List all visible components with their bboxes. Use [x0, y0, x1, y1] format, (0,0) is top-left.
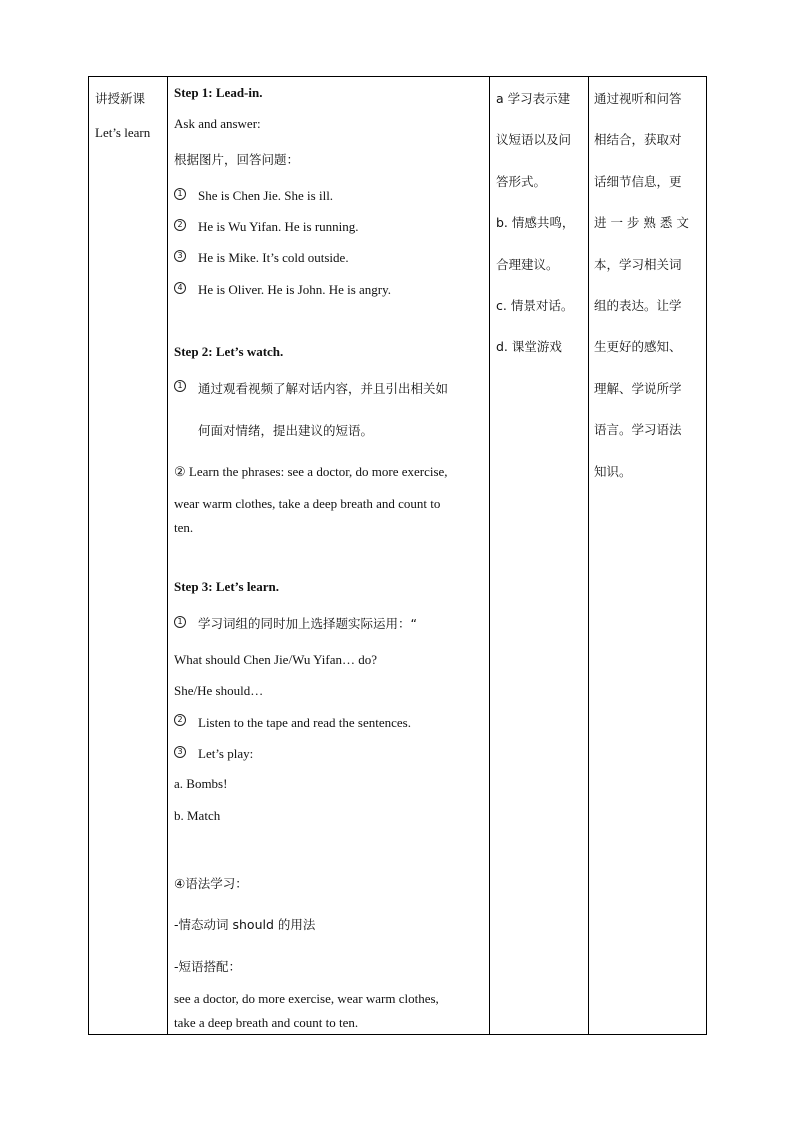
- circled-number: 2: [174, 219, 186, 231]
- grammar-heading: ④语法学习：: [174, 876, 248, 891]
- intent-line: 生更好的感知、: [594, 339, 682, 354]
- intent-line: 组的表达。让学: [594, 298, 682, 313]
- step3-item3: Let’s play:: [198, 746, 254, 761]
- intent-line: 本，学习相关词: [594, 257, 682, 272]
- intent-line: 相结合，获取对: [594, 132, 682, 147]
- step3-heading: Step 3: Let’s learn.: [174, 579, 279, 594]
- step3-question: What should Chen Jie/Wu Yifan… do?: [174, 652, 377, 667]
- step3-item2: Listen to the tape and read the sentences.: [198, 715, 411, 730]
- step2-item2-line1: ② Learn the phrases: see a doctor, do more exercise,: [174, 464, 448, 479]
- stage-subtitle: Let’s learn: [95, 125, 151, 140]
- circled-number: 1: [174, 188, 186, 200]
- grammar-point-1: -情态动词 should 的用法: [174, 917, 316, 932]
- intent-line: 进 一 步 熟 悉 文: [594, 215, 689, 230]
- procedure-column: [167, 76, 489, 1035]
- step1-item: He is Wu Yifan. He is running.: [198, 219, 359, 234]
- objective-line: 答形式。: [496, 174, 547, 189]
- step2-item1-line1: 通过观看视频了解对话内容，并且引出相关如: [198, 381, 449, 396]
- phrase-line-2: take a deep breath and count to ten.: [174, 1015, 359, 1030]
- objective-line: d. 课堂游戏: [496, 339, 562, 354]
- intent-line: 话细节信息，更: [594, 174, 682, 189]
- intent-line: 理解、学说所学: [594, 381, 682, 396]
- step1-heading: Step 1: Lead-in.: [174, 85, 263, 100]
- objective-line: c. 情景对话。: [496, 298, 574, 313]
- step1-item: He is Oliver. He is John. He is angry.: [198, 282, 392, 297]
- objective-line: a 学习表示建: [496, 91, 571, 106]
- step2-item2-line2: wear warm clothes, take a deep breath and count to: [174, 496, 441, 511]
- intent-column: [588, 76, 707, 1035]
- step2-item1-line2: 何面对情绪，提出建议的短语。: [198, 423, 374, 438]
- objective-line: b. 情感共鸣，: [496, 215, 575, 230]
- objective-line: 议短语以及问: [496, 132, 572, 147]
- objectives-column: [489, 76, 588, 1035]
- stage-column: [88, 76, 167, 1035]
- step2-heading: Step 2: Let’s watch.: [174, 344, 284, 359]
- stage-title: 讲授新课: [95, 91, 146, 106]
- play-option-b: b. Match: [174, 808, 221, 823]
- intent-line: 知识。: [594, 464, 632, 479]
- phrase-line-1: see a doctor, do more exercise, wear warm clothes,: [174, 991, 439, 1006]
- step1-line-ask: Ask and answer:: [174, 116, 261, 131]
- circled-number: 1: [174, 380, 186, 392]
- intent-line: 语言。学习语法: [594, 422, 682, 437]
- step3-item1: 学习词组的同时加上选择题实际运用：“: [198, 616, 417, 631]
- step1-item: He is Mike. It’s cold outside.: [198, 250, 349, 265]
- intent-line: 通过视听和问答: [594, 91, 682, 106]
- circled-number: 3: [174, 746, 186, 758]
- circled-number: 1: [174, 616, 186, 628]
- circled-number: 4: [174, 282, 186, 294]
- step1-item: She is Chen Jie. She is ill.: [198, 188, 334, 203]
- objective-line: 合理建议。: [496, 257, 559, 272]
- circled-number: 2: [174, 714, 186, 726]
- step2-item2-line3: ten.: [174, 520, 194, 535]
- step1-line-cn: 根据图片，回答问题：: [174, 152, 300, 167]
- circled-number: 3: [174, 250, 186, 262]
- play-option-a: a. Bombs!: [174, 776, 228, 791]
- grammar-point-2: -短语搭配：: [174, 959, 242, 974]
- step3-answer: She/He should…: [174, 683, 264, 698]
